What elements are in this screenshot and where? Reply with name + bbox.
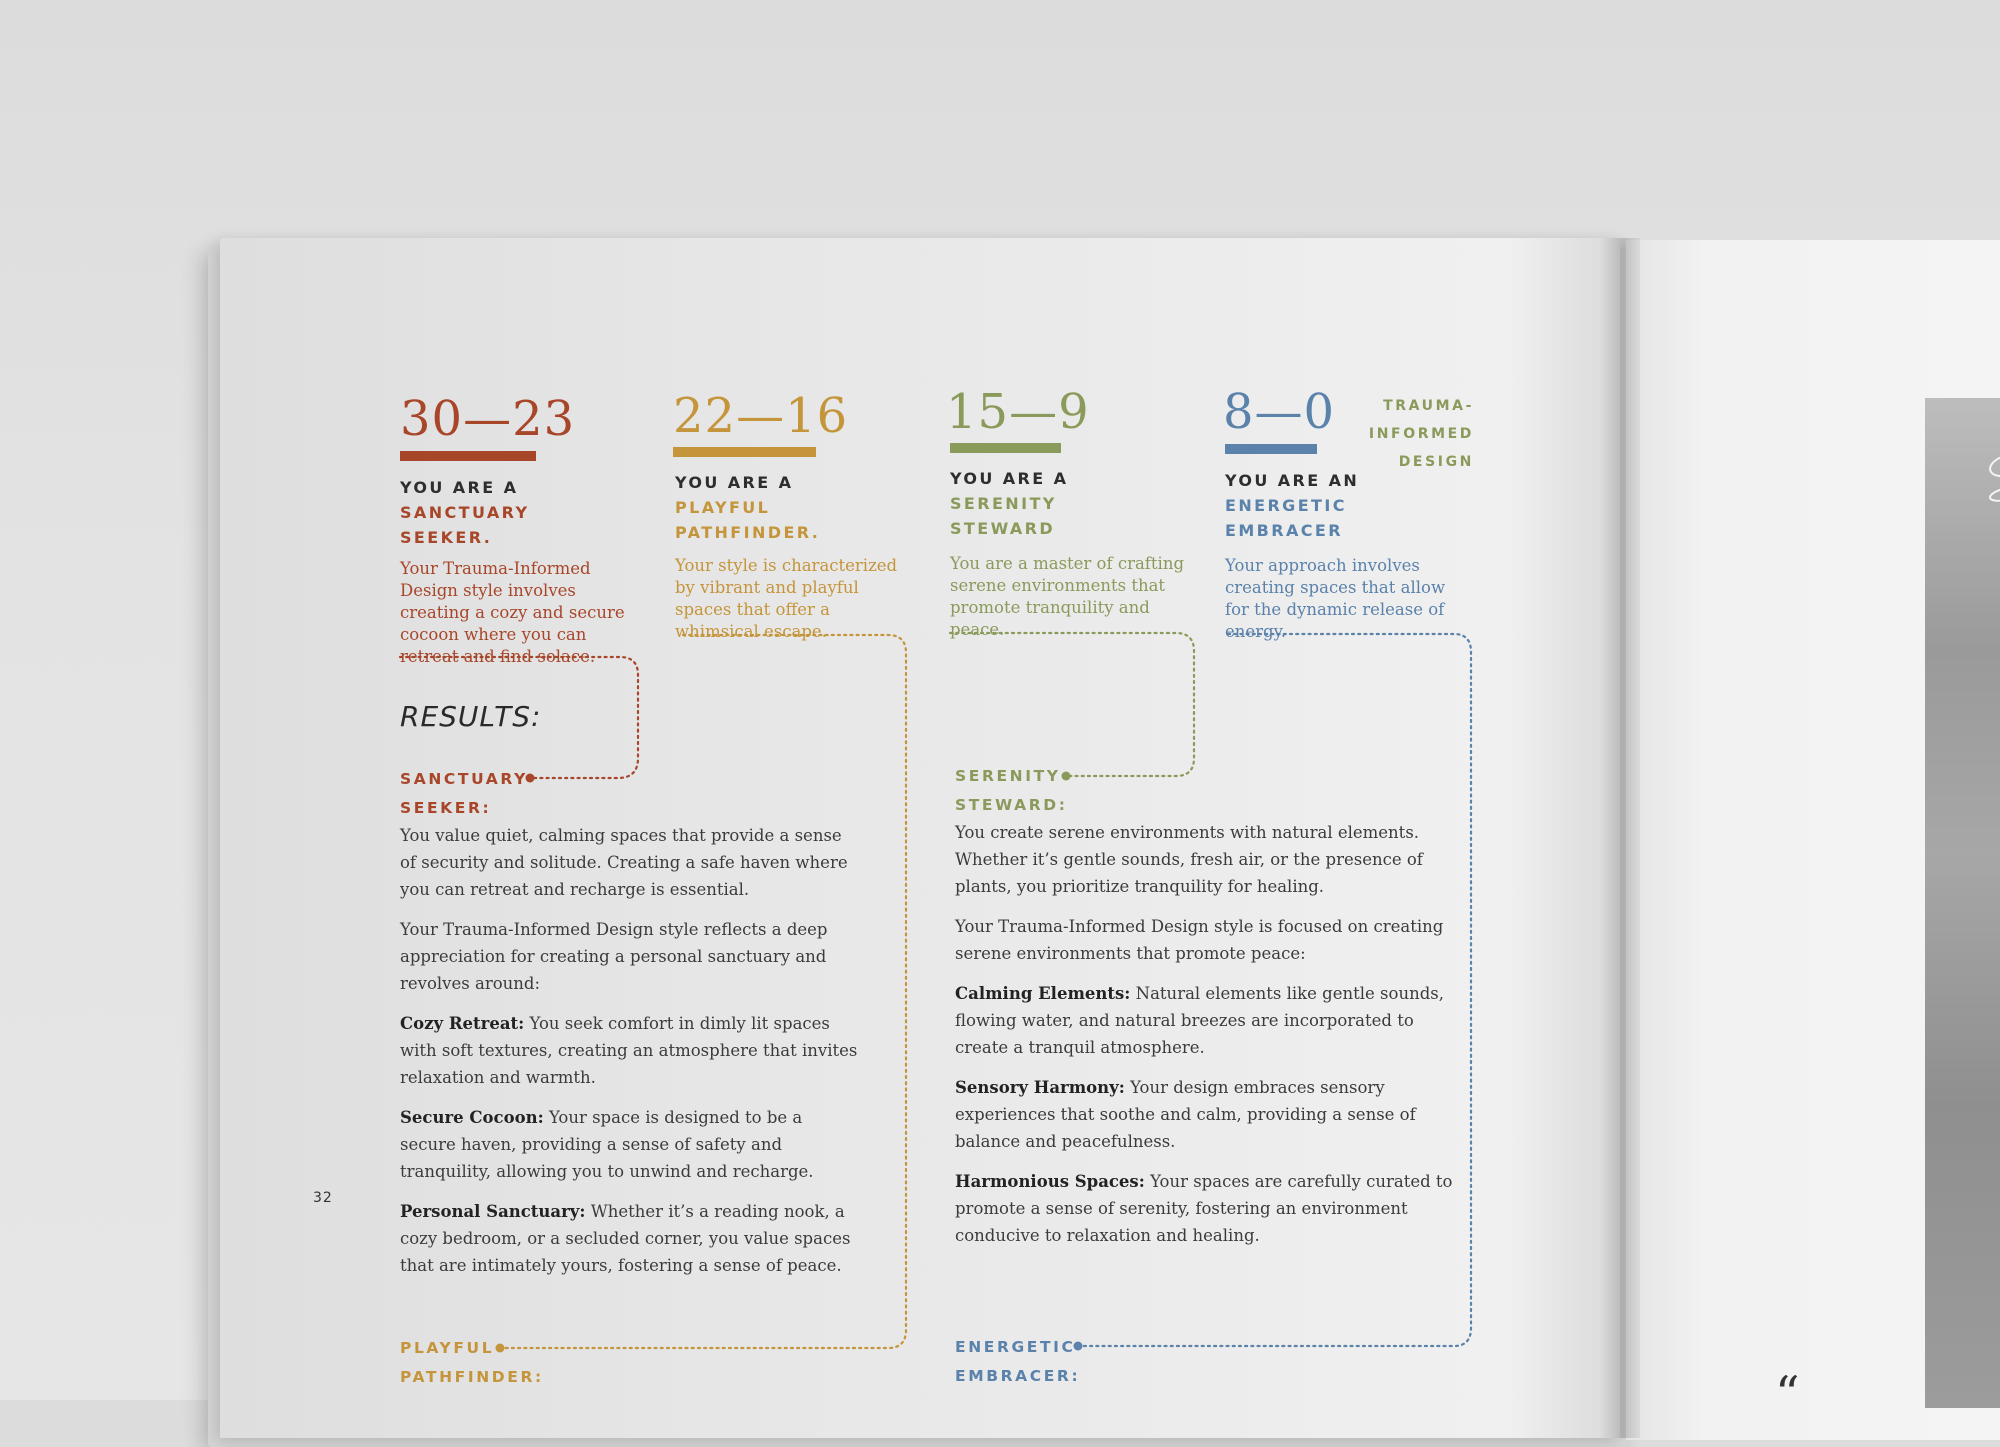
section-title-line: SANCTUARY [400,770,528,788]
list-item [400,1010,862,1091]
score-range-serenity: 15—9 [946,384,1090,440]
item-text: Whether it’s a reading nook, a cozy bedroom, or a secluded corner, you value spaces that are intimately yours, fostering a sense of peace. [400,1202,851,1275]
section-title-line: SERENITY [955,767,1061,785]
list-item [400,1198,862,1279]
score-blurb-sanctuary: Your Trauma-Informed Design style involves creating a cozy and secure cocoon where you can retreat and find solace. [400,559,625,666]
score-blurb-serenity: You are a master of crafting serene environments that promote tranquility and peace. [950,554,1185,639]
connector-serenity [950,633,1194,776]
list-item [955,1074,1453,1155]
item-text: Your design embraces sensory experiences that soothe and calm, providing a sense of balance and peacefulness. [955,1078,1416,1151]
section-title-energetic [955,1333,1080,1391]
section-title-line: STEWARD: [955,796,1068,814]
side-label-line: DESIGN [1398,454,1474,470]
side-label-line: INFORMED [1368,426,1474,442]
item-text: Natural elements like gentle sounds, flowing water, and natural breezes are incorporated to create a tranquil atmosphere. [955,984,1444,1057]
item-text: Your space is designed to be a secure haven, providing a sense of safety and tranquility, allowing you to unwind and recharge. [400,1108,814,1181]
list-item [400,1104,862,1185]
item-term: Secure Cocoon: [400,1108,544,1127]
item-text: You seek comfort in dimly lit spaces with soft textures, creating an atmosphere that invites relaxation and warmth. [400,1014,858,1087]
section-title-line: SEEKER: [400,799,492,817]
section-title-serenity [955,762,1068,820]
item-term: Personal Sanctuary: [400,1202,586,1221]
section-body-serenity [955,819,1453,1262]
item-term: Cozy Retreat: [400,1014,525,1033]
side-label-line: TRAUMA- [1383,398,1474,414]
kicker-line: YOU ARE AN [1225,471,1360,490]
score-range-sanctuary: 30—23 [400,391,576,447]
quote-mark-icon: “ [1775,1366,1800,1422]
kicker-line: SEEKER. [400,528,493,547]
kicker-line: YOU ARE A [950,469,1069,488]
kicker-line: PATHFINDER. [675,523,821,542]
section-title-sanctuary [400,765,528,823]
kicker-line: EMBRACER [1225,521,1343,540]
kicker-line: STEWARD [950,519,1056,538]
kicker-line: SANCTUARY [400,503,530,522]
section-title-line: PATHFINDER: [400,1368,544,1386]
kicker-line: ENERGETIC [1225,496,1347,515]
section-title-line: EMBRACER: [955,1367,1081,1385]
paragraph: Your Trauma-Informed Design style is focused on creating serene environments that promote peace: [955,917,1444,963]
score-range-energetic: 8—0 [1223,384,1336,440]
kicker-line: SERENITY [950,494,1057,513]
results-heading: RESULTS: [400,700,542,733]
paragraph: Your Trauma-Informed Design style reflects a deep appreciation for creating a personal sanctuary and revolves around: [400,920,828,993]
list-item [955,980,1453,1061]
kicker-line: YOU ARE A [675,473,794,492]
list-item [955,1168,1453,1249]
kicker-line: YOU ARE A [400,478,519,497]
section-title-playful [400,1334,544,1392]
section-title-line: PLAYFUL [400,1339,495,1357]
item-term: Calming Elements: [955,984,1131,1003]
paragraph: You create serene environments with natural elements. Whether it’s gentle sounds, fresh air, or the presence of plants, you prioritize tranquility for healing. [955,823,1423,896]
section-title-line: ENERGETIC [955,1338,1076,1356]
score-blurb-playful: Your style is characterized by vibrant and playful spaces that offer a whimsical escape. [675,556,898,641]
item-term: Harmonious Spaces: [955,1172,1145,1191]
item-text: Your spaces are carefully curated to promote a sense of serenity, fostering an environment conducive to relaxation and healing. [955,1172,1453,1245]
item-term: Sensory Harmony: [955,1078,1125,1097]
score-blurb-energetic: Your approach involves creating spaces that allow for the dynamic release of energy. [1225,556,1446,641]
paragraph: You value quiet, calming spaces that provide a sense of security and solitude. Creating a safe haven where you can retreat and recharge is essential. [400,826,848,899]
page-number: 32 [313,1190,333,1206]
score-range-playful: 22—16 [673,388,849,444]
kicker-line: PLAYFUL [675,498,771,517]
section-body-sanctuary [400,822,862,1292]
